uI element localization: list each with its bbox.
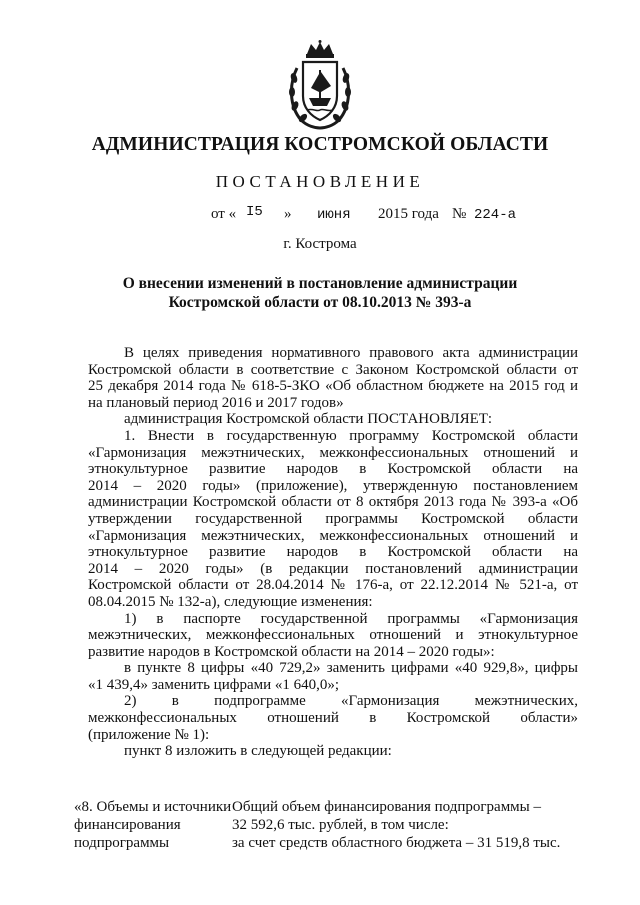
body-line: 2014 – 2020 годы» (приложение), утвержденную постановлением [88,477,578,494]
document-body [88,345,578,760]
date-day: I5 [246,204,263,220]
body-line: развитие народов в Костромской области на 2014 – 2020 годы»: [88,643,495,660]
table-cell: 32 592,6 тыс. рублей, в том числе: [232,817,449,833]
document-type: ПОСТАНОВЛЕНИЕ [215,172,425,191]
coat-of-arms-icon [287,40,353,130]
date-year: 2015 года [378,206,439,222]
body-line: этнокультурное развитие народов в Костромской области на [88,544,578,561]
table-cell: финансирования [74,817,181,833]
body-line: на плановый период 2016 и 2017 годов» [88,394,344,411]
body-line: межконфессиональных отношений в Костромской области» [88,710,578,727]
body-line: «Гармонизация межэтнических, межконфессиональных отношений и [88,444,578,461]
table-cell: Общий объем финансирования подпрограммы – [232,799,542,815]
body-line: в пункте 8 цифры «40 729,2» заменить цифрами «40 929,8», цифры [124,660,578,677]
date-close: » [284,206,292,222]
body-line: 1) в паспорте государственной программы «Гармонизация [124,610,578,627]
table-cell: подпрограммы [74,835,170,851]
organization-name: АДМИНИСТРАЦИЯ КОСТРОМСКОЙ ОБЛАСТИ [91,134,549,155]
body-line: Костромской области от 28.04.2014 № 176-а, от 22.12.2014 № 521-а, от [88,577,578,594]
body-line: Костромской области в соответствие с Законом Костромской области от [88,361,578,378]
body-line: (приложение № 1): [88,726,210,743]
funding-table-value-column [232,798,586,852]
body-line: В целях приведения нормативного правового акта администрации [124,345,578,361]
body-line: 25 декабря 2014 года № 618-5-ЗКО «Об областном бюджете на 2015 год и [88,378,578,395]
funding-table-label-column [74,798,234,852]
table-cell: за счет средств областного бюджета – 31 519,8 тыс. [232,835,561,851]
city: г. Кострома [283,236,357,252]
body-line: межэтнических, межконфессиональных отношений и этнокультурное [88,627,578,644]
document-number: 224-а [474,207,517,223]
body-line: 1. Внести в государственную программу Костромской области [124,427,578,444]
body-line: 2014 – 2020 годы» (в редакции постановлений администрации [88,560,578,577]
body-line: утверждении государственной программы Костромской области [88,510,578,527]
body-line: администрации Костромской области от 8 октября 2013 года № 393-а «Об [88,494,578,511]
body-line: пункт 8 изложить в следующей редакции: [124,743,392,760]
body-line: администрация Костромской области ПОСТАНОВЛЯЕТ: [124,411,493,428]
table-cell: «8. Объемы и источники [74,799,232,815]
body-line: этнокультурное развитие народов в Костромской области на [88,461,578,478]
body-line: 2) в подпрограмме «Гармонизация межэтнических, [124,693,578,710]
date-prefix: от « [211,206,237,222]
number-sign: № [452,206,467,222]
title-line: Костромской области от 08.10.2013 № 393-а [168,294,472,311]
title-line: О внесении изменений в постановление администрации [122,275,518,292]
body-line: «1 439,4» заменить цифрами «1 640,0»; [88,676,340,693]
document-title [0,274,640,312]
body-line: «Гармонизация межэтнических, межконфессиональных отношений и [88,527,578,544]
body-line: 08.04.2015 № 132-а), следующие изменения: [88,593,373,610]
date-month: июня [317,207,351,223]
